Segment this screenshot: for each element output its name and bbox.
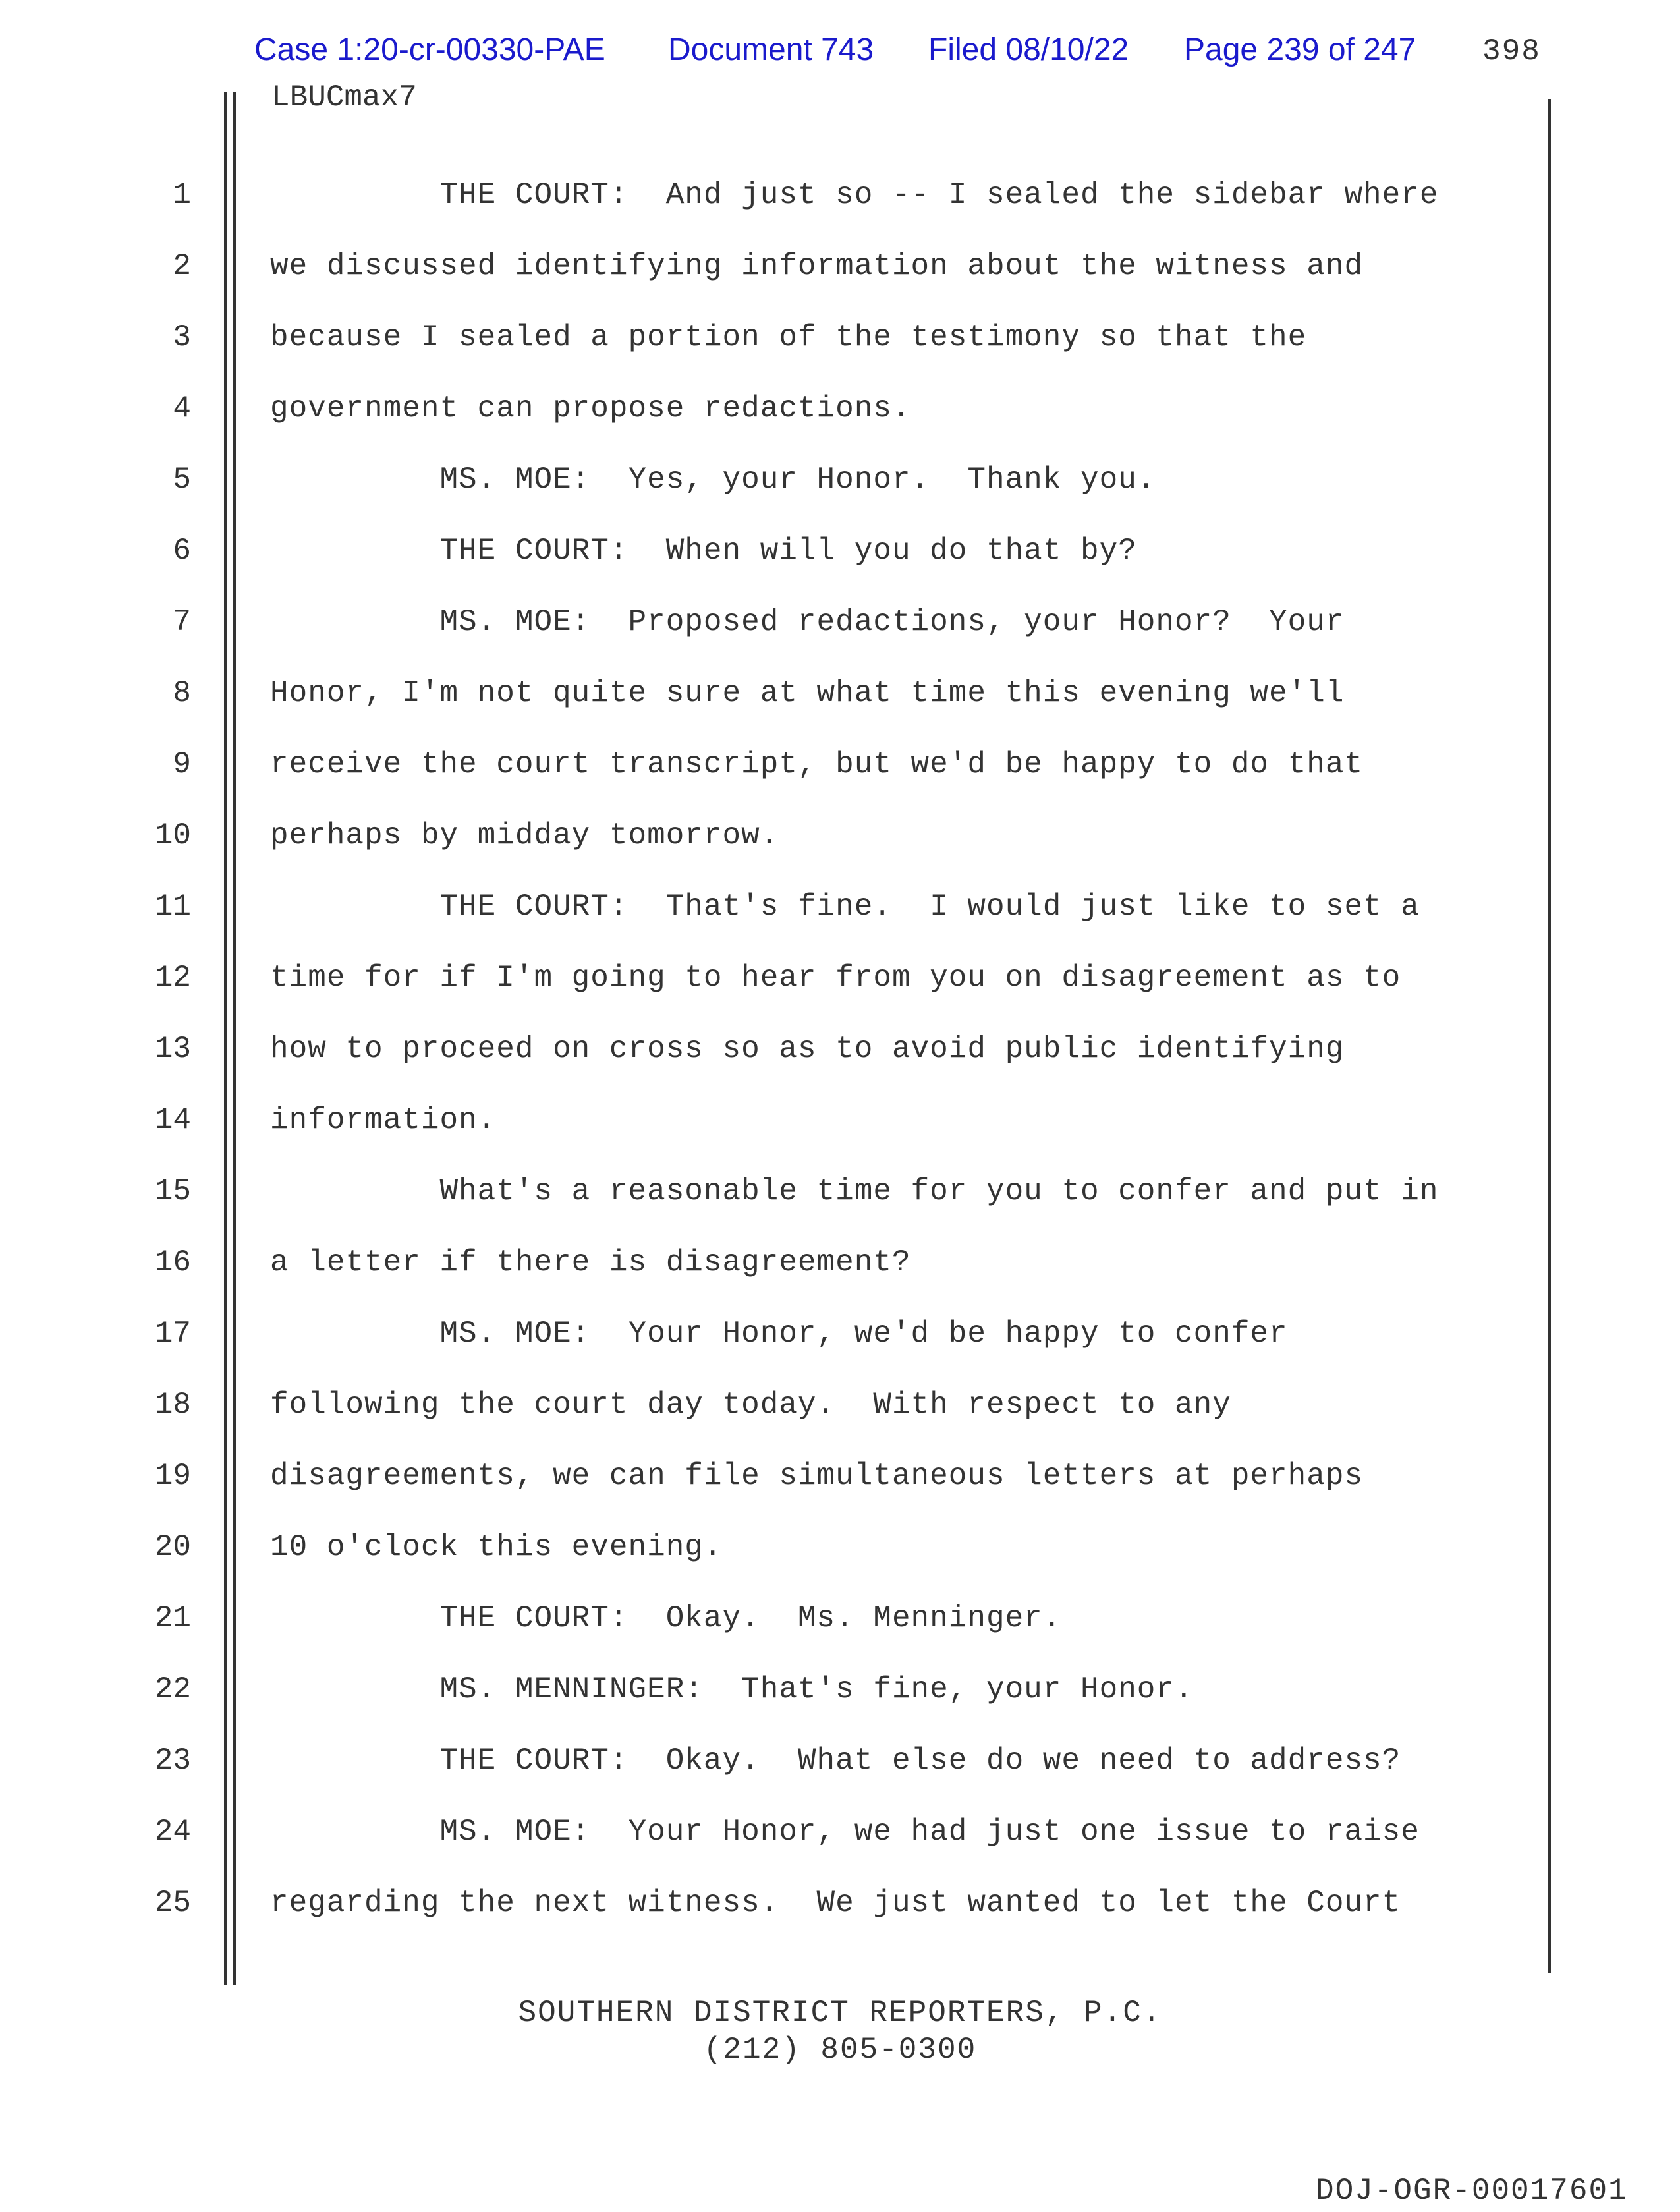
reporter-name: SOUTHERN DISTRICT REPORTERS, P.C. <box>518 1996 1162 2030</box>
transcript-line: following the court day today. With respect to any <box>270 1388 1231 1422</box>
line-number: 21 <box>154 1601 191 1635</box>
line-number: 17 <box>154 1317 191 1351</box>
transcript-line: a letter if there is disagreement? <box>270 1245 911 1280</box>
transcript-line: because I sealed a portion of the testimony so that the <box>270 320 1307 354</box>
transcript-line: we discussed identifying information about the witness and <box>270 249 1364 283</box>
line-number: 10 <box>154 818 191 853</box>
line-number: 15 <box>154 1174 191 1208</box>
transcript-line: 10 o'clock this evening. <box>270 1530 723 1564</box>
transcript-line: MS. MENNINGER: That's fine, your Honor. <box>270 1672 1194 1707</box>
line-number: 1 <box>173 178 191 212</box>
transcript-line: regarding the next witness. We just wanted to let the Court <box>270 1886 1401 1920</box>
case-code: LBUCmax7 <box>271 80 417 115</box>
transcript-line: THE COURT: Okay. What else do we need to address? <box>270 1744 1401 1778</box>
line-number: 8 <box>173 676 191 710</box>
right-margin-rule <box>1548 99 1551 1973</box>
line-number: 2 <box>173 249 191 283</box>
line-number: 20 <box>154 1530 191 1564</box>
bates-number: DOJ-OGR-00017601 <box>1316 2174 1628 2208</box>
line-number: 5 <box>173 463 191 497</box>
line-number: 19 <box>154 1459 191 1493</box>
line-number: 3 <box>173 320 191 354</box>
transcript-line: What's a reasonable time for you to confer and put in <box>270 1174 1439 1208</box>
line-number: 22 <box>154 1672 191 1707</box>
transcript-line: time for if I'm going to hear from you on disagreement as to <box>270 961 1401 995</box>
left-margin-rule-outer <box>224 92 227 1985</box>
transcript-page-number: 398 <box>1482 34 1541 69</box>
transcript-line: perhaps by midday tomorrow. <box>270 818 779 853</box>
transcript-line: MS. MOE: Your Honor, we had just one issue to raise <box>270 1815 1420 1849</box>
line-number-column <box>132 168 191 1947</box>
line-number: 12 <box>154 961 191 995</box>
reporter-phone: (212) 805-0300 <box>703 2033 977 2067</box>
transcript-line: THE COURT: That's fine. I would just like to set a <box>270 890 1420 924</box>
transcript-line: THE COURT: When will you do that by? <box>270 534 1137 568</box>
transcript-line: Honor, I'm not quite sure at what time this evening we'll <box>270 676 1345 710</box>
line-number: 14 <box>154 1103 191 1137</box>
line-number: 18 <box>154 1388 191 1422</box>
transcript-line: receive the court transcript, but we'd be happy to do that <box>270 747 1364 781</box>
line-number: 7 <box>173 605 191 639</box>
line-number: 24 <box>154 1815 191 1849</box>
left-margin-rule-inner <box>233 92 236 1985</box>
transcript-line: MS. MOE: Yes, your Honor. Thank you. <box>270 463 1156 497</box>
filing-header <box>0 32 1680 71</box>
line-number: 11 <box>154 890 191 924</box>
filed-date-link[interactable]: Filed 08/10/22 <box>928 32 1129 67</box>
line-number: 6 <box>173 534 191 568</box>
line-number: 4 <box>173 391 191 426</box>
transcript-line: government can propose redactions. <box>270 391 911 426</box>
transcript-line: MS. MOE: Your Honor, we'd be happy to confer <box>270 1317 1288 1351</box>
line-number: 23 <box>154 1744 191 1778</box>
page-count-link[interactable]: Page 239 of 247 <box>1184 32 1416 67</box>
transcript-line: information. <box>270 1103 497 1137</box>
transcript-line: MS. MOE: Proposed redactions, your Honor? Your <box>270 605 1345 639</box>
line-number: 16 <box>154 1245 191 1280</box>
line-number: 9 <box>173 747 191 781</box>
case-number-link[interactable]: Case 1:20-cr-00330-PAE <box>254 32 605 67</box>
transcript-body <box>270 168 1522 1947</box>
transcript-line: how to proceed on cross so as to avoid public identifying <box>270 1032 1345 1066</box>
transcript-line: THE COURT: And just so -- I sealed the sidebar where <box>270 178 1439 212</box>
transcript-line: disagreements, we can file simultaneous letters at perhaps <box>270 1459 1364 1493</box>
transcript-line: THE COURT: Okay. Ms. Menninger. <box>270 1601 1062 1635</box>
line-number: 13 <box>154 1032 191 1066</box>
document-number-link[interactable]: Document 743 <box>668 32 874 67</box>
line-number: 25 <box>154 1886 191 1920</box>
reporter-footer <box>0 1995 1680 2068</box>
